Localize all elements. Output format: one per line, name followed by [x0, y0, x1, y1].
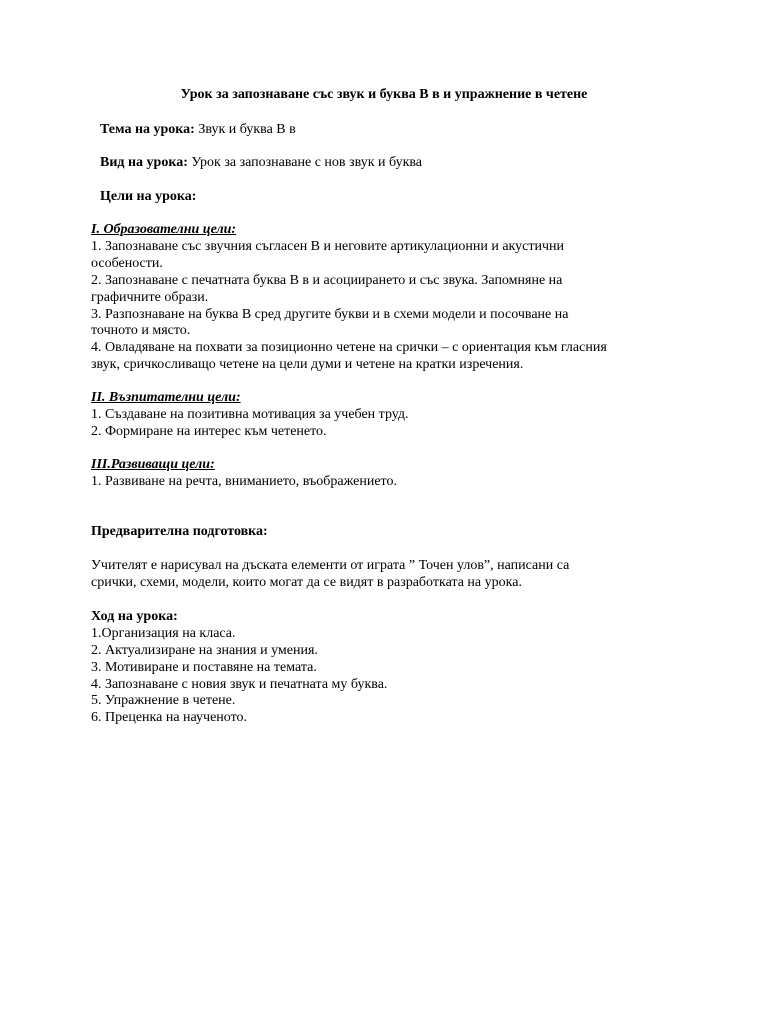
educational-goal-line: 4. Овладяване на похвати за позиционно четене на срички – с ориентация към гласния: [91, 340, 607, 355]
upbringing-goals-heading: II. Възпитателни цели:: [91, 390, 241, 405]
preparation-heading: Предварителна подготовка:: [91, 524, 268, 539]
document-title: Урок за запознаване със звук и буква В в и упражнение в четене: [180, 87, 588, 102]
type-value: Урок за запознаване с нов звук и буква: [187, 155, 423, 170]
educational-goal-line: 1. Запознаване със звучния съгласен В и неговите артикулационни и акустични: [91, 239, 564, 254]
goals-heading: Цели на урока:: [100, 189, 197, 204]
educational-goal-line: особености.: [91, 256, 163, 271]
lesson-course-item: 6. Преценка на наученото.: [91, 710, 248, 725]
theme-line: [100, 121, 296, 138]
developing-goal-line: 1. Развиване на речта, вниманието, въображението.: [91, 474, 397, 489]
educational-goal-line: графичните образи.: [91, 290, 209, 305]
lesson-course-item: 2. Актуализиране на знания и умения.: [91, 643, 318, 658]
developing-goals-heading: III.Развиващи цели:: [91, 457, 215, 472]
lesson-course-item: 4. Запознаване с новия звук и печатната му буква.: [91, 677, 388, 692]
lesson-course-item: 3. Мотивиране и поставяне на темата.: [91, 660, 317, 675]
lesson-course-item: 1.Организация на класа.: [91, 626, 236, 641]
preparation-line: срички, схеми, модели, които могат да се видят в разработката на урока.: [91, 575, 522, 590]
educational-goal-line: точното и място.: [91, 323, 191, 338]
lesson-course-heading: Ход на урока:: [91, 609, 178, 624]
lesson-course-item: 5. Упражнение в четене.: [91, 693, 236, 708]
educational-goals-heading: I. Образователни цели:: [91, 222, 237, 237]
type-line: [100, 154, 422, 171]
educational-goal-line: 2. Запознаване с печатната буква В в и асоциирането и със звука. Запомняне на: [91, 273, 563, 288]
upbringing-goal-line: 2. Формиране на интерес към четенето.: [91, 424, 327, 439]
type-label: Вид на урока:: [100, 155, 188, 170]
theme-value: Звук и буква В в: [194, 122, 296, 137]
educational-goal-line: 3. Разпознаване на буква В сред другите букви и в схеми модели и посочване на: [91, 307, 569, 322]
upbringing-goal-line: 1. Създаване на позитивна мотивация за учебен труд.: [91, 407, 409, 422]
preparation-line: Учителят е нарисувал на дъската елементи от играта ” Точен улов”, написани са: [91, 558, 570, 573]
educational-goal-line: звук, сричкосливащо четене на цели думи и четене на кратки изречения.: [91, 357, 524, 372]
theme-label: Тема на урока:: [100, 122, 195, 137]
